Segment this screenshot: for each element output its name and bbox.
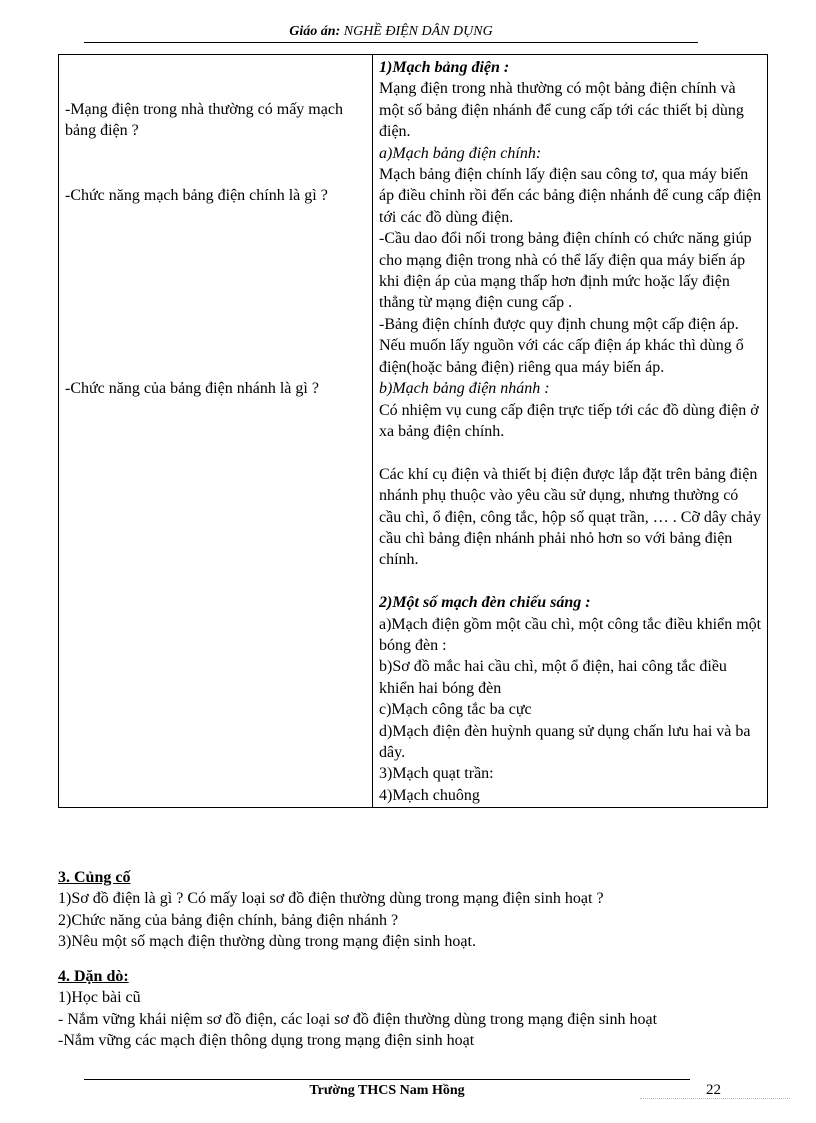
- header-title: NGHỀ ĐIỆN DÂN DỤNG: [343, 24, 493, 39]
- list-item: -Nắm vững các mạch điện thông dụng trong mạng điện sinh hoạt: [58, 1032, 475, 1050]
- list-item: 3)Mạch quạt trần:: [379, 765, 494, 783]
- spacer: [379, 442, 762, 463]
- footer-divider: [84, 1079, 690, 1080]
- section-title: 4. Dặn dò:: [58, 968, 129, 985]
- question-item: -Chức năng mạch bảng điện chính là gì ?: [65, 187, 328, 204]
- list-item: 2)Chức năng của bảng điện chính, bảng điện nhánh ?: [58, 911, 399, 929]
- section-title: 3. Củng cố: [58, 869, 131, 886]
- sub-heading: b)Mạch bảng điện nhánh :: [379, 380, 550, 398]
- dotted-line: [640, 1098, 790, 1101]
- paragraph: -Cầu dao đổi nối trong bảng điện chính có chức năng giúp cho mạng điện trong nhà có thể lấy điện qua máy biến áp khi điện áp của mạng thấp hơn định mức hoặc lấy điện thẳng từ mạng điện cung cấp .: [379, 230, 752, 312]
- page-number: 22: [706, 1082, 721, 1098]
- table-row: [59, 55, 768, 808]
- paragraph: -Bảng điện chính được quy định chung một cấp điện áp. Nếu muốn lấy nguồn với các cấp điện áp khác thì dùng ổ điện(hoặc bảng điện) riêng qua máy biến áp.: [379, 315, 744, 376]
- question-item: -Chức năng của bảng điện nhánh là gì ?: [65, 380, 319, 397]
- lesson-table: [58, 54, 768, 808]
- question-item: -Mạng điện trong nhà thường có mấy mạch bảng điện ?: [65, 101, 343, 140]
- page-header: [84, 22, 698, 43]
- list-item: 3)Nêu một số mạch điện thường dùng trong mạng điện sinh hoạt.: [58, 933, 476, 951]
- section-heading: 1)Mạch bảng điện :: [379, 59, 510, 76]
- list-item: a)Mạch điện gồm một cầu chì, một công tắc điều khiển một bóng đèn :: [379, 615, 762, 654]
- questions-cell: [59, 55, 373, 808]
- list-item: b)Sơ đồ mắc hai cầu chì, một ổ điện, hai công tắc điều khiển hai bóng đèn: [379, 658, 727, 697]
- spacer: [379, 571, 762, 592]
- paragraph: Mạch bảng điện chính lấy điện sau công tơ, qua máy biến áp điều chỉnh rồi đến các bảng điện nhánh để cung cấp điện tới các đồ dùng điện.: [379, 166, 762, 226]
- section-heading: 2)Một số mạch đèn chiếu sáng :: [379, 594, 591, 612]
- header-label: Giáo án:: [289, 24, 341, 39]
- list-item: 4)Mạch chuông: [379, 786, 480, 804]
- sub-heading: a)Mạch bảng điện chính:: [379, 144, 542, 162]
- paragraph: Mạng điện trong nhà thường có một bảng điện chính và một số bảng điện nhánh để cung cấp tới các thiết bị dùng điện.: [379, 80, 744, 141]
- paragraph: Các khí cụ điện và thiết bị điện được lắp đặt trên bảng điện nhánh phụ thuộc vào yêu cầu sử dụng, nhưng thường có cầu chì, ổ điện, công tắc, hộp số quạt trần, … . Cỡ dây chảy cầu chì bảng điện nhánh phải nhỏ hơn so với bảng điện chính.: [379, 465, 762, 569]
- footer-school: Trường THCS Nam Hồng: [309, 1083, 465, 1098]
- list-item: 1)Học bài cũ: [58, 989, 141, 1007]
- list-item: c)Mạch công tắc ba cực: [379, 701, 532, 719]
- paragraph: Có nhiệm vụ cung cấp điện trực tiếp tới các đồ dùng điện ở xa bảng điện chính.: [379, 401, 759, 440]
- section-homework: [58, 966, 758, 1052]
- answers-cell: [373, 55, 768, 808]
- list-item: d)Mạch điện đèn huỳnh quang sử dụng chấn lưu hai và ba dây.: [379, 722, 751, 761]
- section-consolidation: [58, 867, 758, 953]
- list-item: - Nắm vững khái niệm sơ đồ điện, các loại sơ đồ điện thường dùng trong mạng điện sinh hoạt: [58, 1010, 658, 1028]
- list-item: 1)Sơ đồ điện là gì ? Có mấy loại sơ đồ điện thường dùng trong mạng điện sinh hoạt ?: [58, 890, 604, 908]
